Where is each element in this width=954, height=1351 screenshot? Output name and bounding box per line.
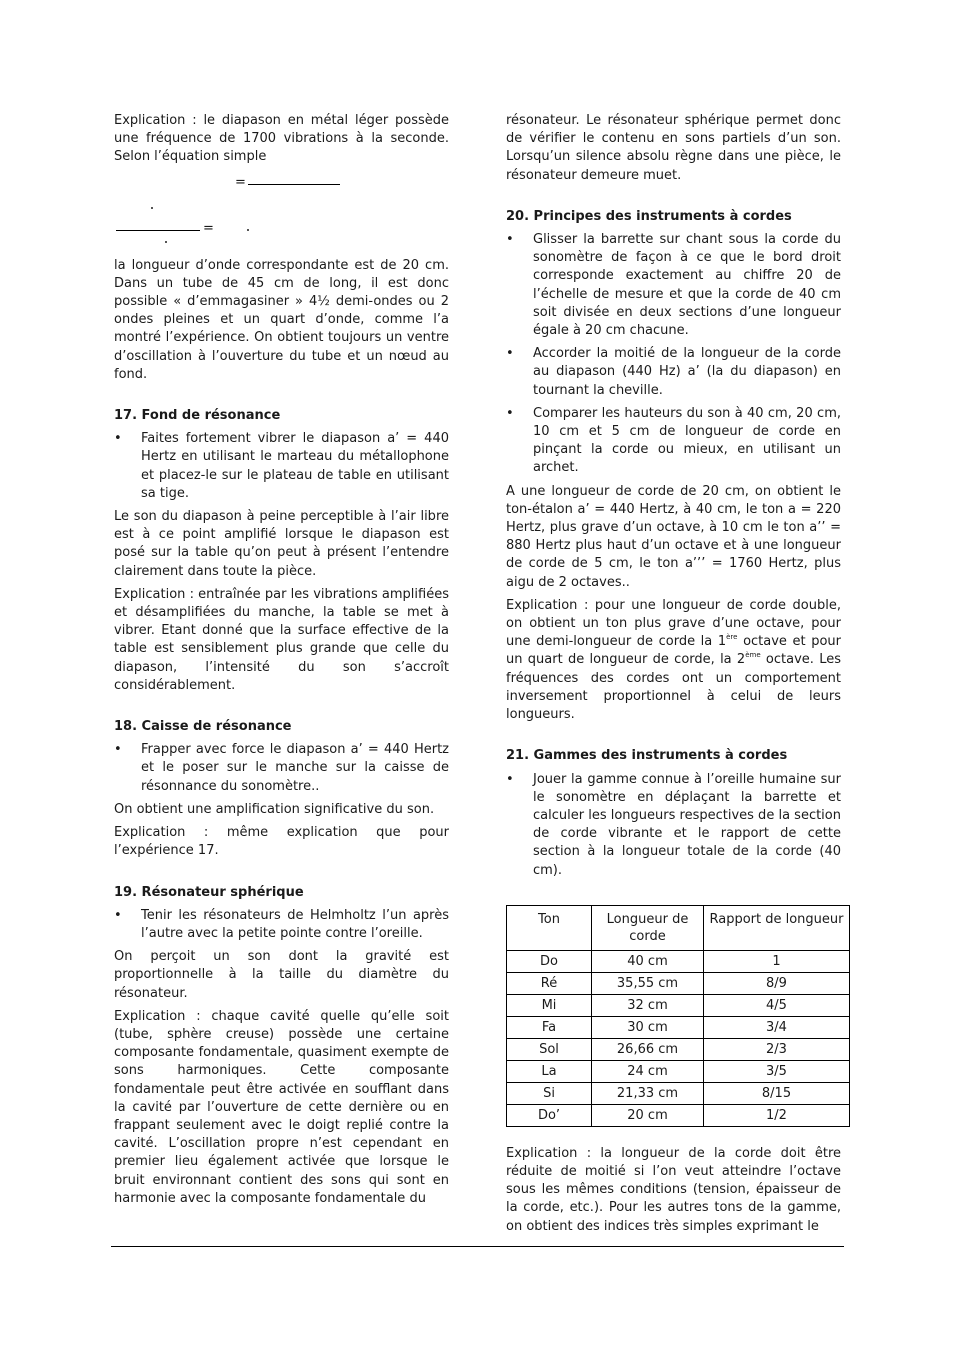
equation-1-equals: = xyxy=(235,174,246,190)
section-21-list xyxy=(506,771,841,880)
table-row: Ré 35,55 cm 8/9 xyxy=(507,972,850,994)
list-item: • Accorder la moitié de la longueur de la corde au diapason (440 Hz) a’ (la du diapason) en tournant la cheville. xyxy=(506,345,841,400)
right-column xyxy=(506,112,844,1241)
section-19-title: 19. Résonateur sphérique xyxy=(114,884,304,900)
section-18-list xyxy=(114,741,449,796)
section-18-title: 18. Caisse de résonance xyxy=(114,719,292,735)
equation-2-fraction-bar xyxy=(116,230,200,231)
table-row: Mi 32 cm 4/5 xyxy=(507,994,850,1016)
section-18-paragraph-1: On obtient une amplification significative du son. xyxy=(114,801,435,817)
table-header-rapport: Rapport de longueur xyxy=(704,905,850,950)
equation-block xyxy=(114,175,449,257)
list-item: • Tenir les résonateurs de Helmholtz l’un après l’autre avec la petite pointe contre l’oreille. xyxy=(114,907,449,943)
equation-2-equals: = xyxy=(203,220,214,236)
table-row: Do’ 20 cm 1/2 xyxy=(507,1104,850,1126)
table-header-ton: Ton xyxy=(507,905,592,950)
section-19-list xyxy=(114,907,449,943)
list-item: • Jouer la gamme connue à l’oreille humaine sur le sonomètre en déplaçant la barrette et calculer les longueurs respectives de la section de corde vibrante et le rapport de cette section à la longueur totale de la corde (40 cm). xyxy=(506,771,841,880)
section-20-title: 20. Principes des instruments à cordes xyxy=(506,208,792,224)
table-row: Si 21,33 cm 8/15 xyxy=(507,1082,850,1104)
list-item: • Comparer les hauteurs du son à 40 cm, 20 cm, 10 cm et 5 cm de longueur de corde en pinçant la corde ou mieux, en utilisant un archet. xyxy=(506,405,841,478)
equation-2-dot-right xyxy=(247,229,249,231)
scale-table xyxy=(506,905,850,1127)
section-17-list xyxy=(114,430,449,503)
table-header-row xyxy=(507,905,850,950)
section-21-paragraph-1: Explication : la longueur de la corde doit être réduite de moitié si l’on veut atteindre l’octave sous les mêmes conditions (tension, épaisseur de la corde, etc.). Pour les autres tons de la gamme, on obtient des indices très simples exprimant le xyxy=(506,1145,841,1234)
left-column xyxy=(114,112,449,1213)
list-item: • Faites fortement vibrer le diapason a’ = 440 Hertz en utilisant le marteau du métallophone et placez-le sur le plateau de table en utilisant sa tige. xyxy=(114,430,449,503)
section-17-paragraph-1: Le son du diapason à peine perceptible à l’air libre est à ce point amplifié lorsque le diapason est posé sur la table qu’on peut à présent l’entendre clairement dans toute la pièce. xyxy=(114,509,449,579)
section-20-list xyxy=(506,231,841,478)
table-header-longueur: Longueur de corde xyxy=(592,905,704,950)
table-row: Sol 26,66 cm 2/3 xyxy=(507,1038,850,1060)
section-18-paragraph-2: Explication : même explication que pour l’expérience 17. xyxy=(114,825,449,859)
section-17-paragraph-2: Explication : entraînée par les vibrations amplifiées et désamplifiées du manche, la table se met à vibrer. Etant donné que la surface effective de la table est sensiblement plus grande que celle du diapason, l’intensité du son s’accroît considérablement. xyxy=(114,586,449,693)
intro-paragraph: Explication : le diapason en métal léger possède une fréquence de 1700 vibrations à la seconde. Selon l’équation simple xyxy=(114,113,449,165)
continued-paragraph: résonateur. Le résonateur sphérique permet donc de vérifier le contenu en sons partiels d’un son. Lorsqu’un silence absolu règne dans une pièce, le résonateur demeure muet. xyxy=(506,113,841,183)
equation-2-dot-bottom xyxy=(165,241,167,243)
table-row: La 24 cm 3/5 xyxy=(507,1060,850,1082)
section-21-title: 21. Gammes des instruments à cordes xyxy=(506,748,788,764)
section-17-title: 17. Fond de résonance xyxy=(114,408,281,424)
equation-1-fraction-bar xyxy=(248,184,340,185)
table-row: Fa 30 cm 3/4 xyxy=(507,1016,850,1038)
section-20-paragraph-1: A une longueur de corde de 20 cm, on obtient le ton-étalon a’ = 440 Hertz, à 40 cm, le ton a = 220 Hertz, plus grave d’un octave, à 10 cm le ton a’’ = 880 Hertz plus haut d’un octave et à une longueur de corde de 5 cm, le ton a’’’ = 1760 Hertz, plus aigu de 2 octaves.. xyxy=(506,483,841,590)
list-item: • Glisser la barrette sur chant sous la corde du sonomètre de façon à ce que le bord droit corresponde exactement au chiffre 20 de l’échelle de mesure et que la corde de 40 cm soit divisée en deux sections d’une longueur égale à 20 cm chacune. xyxy=(506,231,841,340)
table-row: Do 40 cm 1 xyxy=(507,950,850,972)
list-item: • Frapper avec force le diapason a’ = 440 Hertz et le poser sur le manche sur la caisse de résonnance du sonomètre.. xyxy=(114,741,449,796)
equation-2-dot-top xyxy=(151,207,153,209)
footer-rule xyxy=(111,1246,844,1247)
section-19-paragraph-1: On perçoit un son dont la gravité est proportionnelle à la taille du diamètre du résonateur. xyxy=(114,949,449,1001)
section-19-paragraph-2: Explication : chaque cavité quelle qu’elle soit (tube, sphère creuse) possède une certaine composante fondamentale, quasiment exempte de sons harmoniques. Cette composante fondamentale peut être activée en soufflant dans la cavité par l’ouverture de cette dernière ou en frappant seulement avec le doigt replié contre la cavité. L’oscillation propre n’est cependant en premier lieu également activée que lorsque le bruit environnant contient des sons qui sont en harmonie avec la composante fondamentale du xyxy=(114,1008,449,1206)
section-20-paragraph-2: Explication : pour une longueur de corde double, on obtient un ton plus grave d’une octave, pour une demi-longueur de corde la 1ère octave et pour un quart de longueur de corde, la 2ème octave. Les fréquences des cordes ont un comportement inversement proportionnel à celui de leurs longueurs. xyxy=(506,597,841,723)
intro-paragraph-2: la longueur d’onde correspondante est de 20 cm. Dans un tube de 45 cm de long, il est donc possible « d’emmagasiner » 4½ demi-ondes ou 2 ondes pleines et un quart d’onde, comme l’a montré l’expérience. On obtient toujours un ventre d’oscillation à l’ouverture du tube et un nœud au fond. xyxy=(114,257,449,382)
